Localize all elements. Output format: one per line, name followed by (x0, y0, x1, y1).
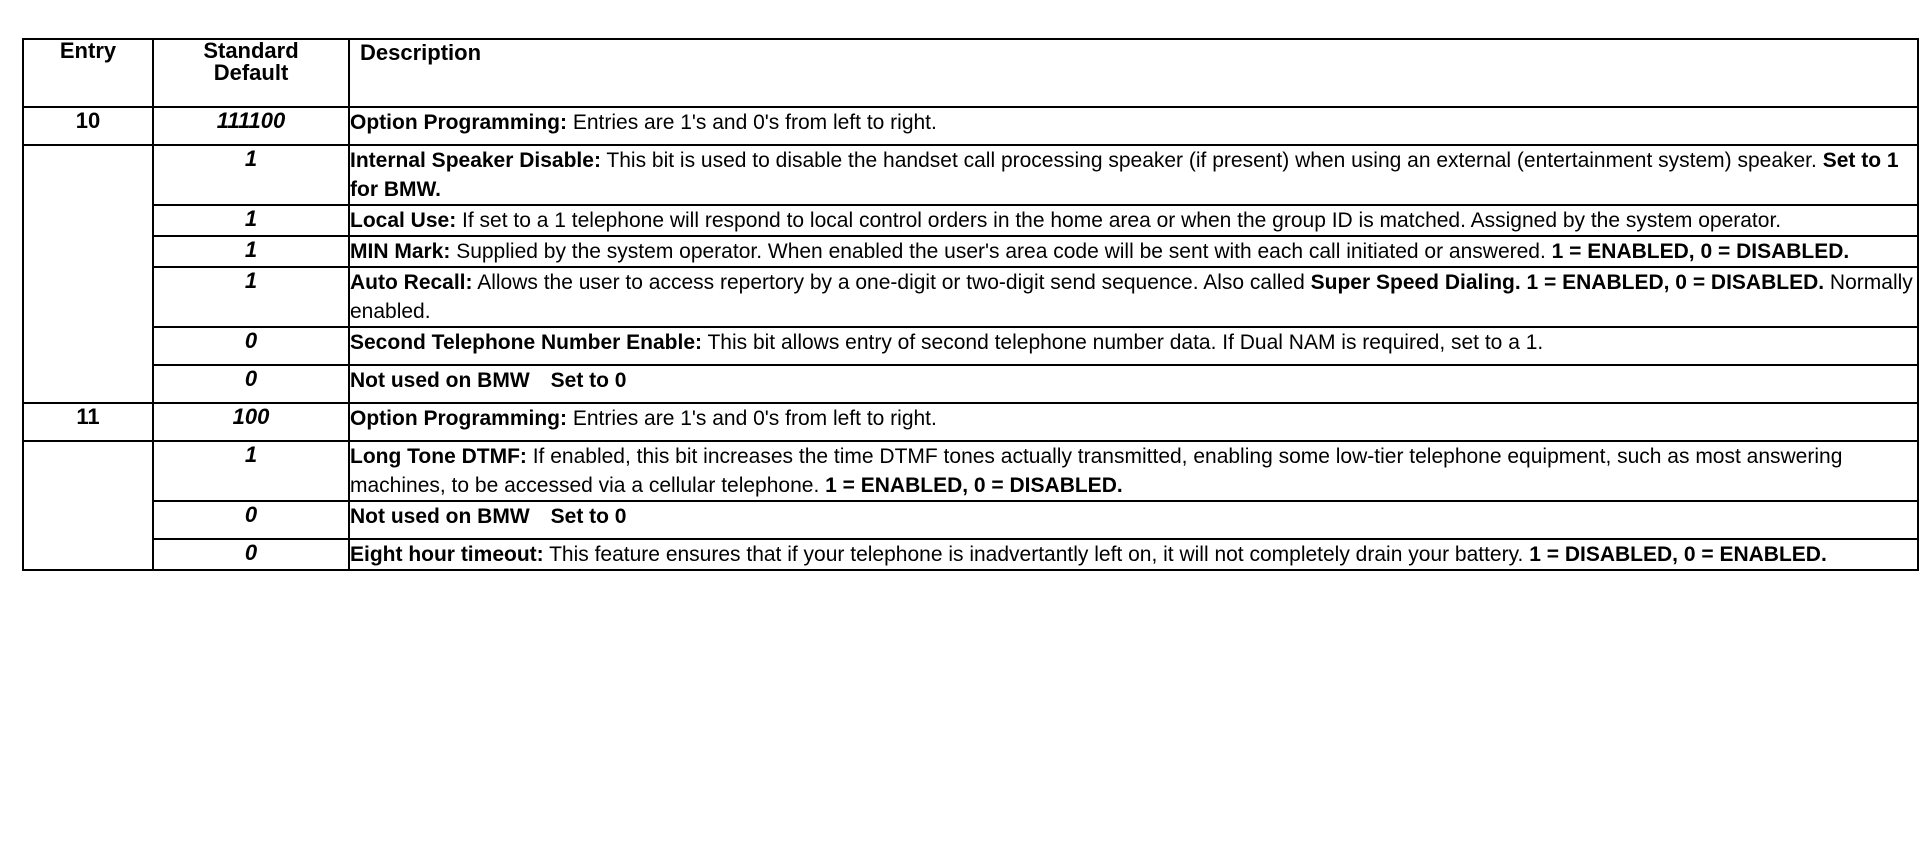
default-cell: 1 (153, 267, 349, 327)
description-cell: Internal Speaker Disable: This bit is used to disable the handset call processing speaker (if present) when using an external (entertainment system) speaker. Set to 1 for BMW. (349, 145, 1918, 205)
default-cell: 111100 (153, 107, 349, 145)
table-row (23, 205, 1918, 236)
table-row (23, 145, 1918, 205)
default-cell: 0 (153, 501, 349, 539)
default-cell: 1 (153, 441, 349, 501)
default-cell: 0 (153, 365, 349, 403)
table-row (23, 236, 1918, 267)
table-row (23, 107, 1918, 145)
header-entry: Entry (23, 39, 153, 107)
description-cell: Auto Recall: Allows the user to access repertory by a one-digit or two-digit send sequence. Also called Super Speed Dialing. 1 = ENABLED, 0 = DISABLED. Normally enabled. (349, 267, 1918, 327)
description-cell: Not used on BMW Set to 0 (349, 501, 1918, 539)
table-row (23, 327, 1918, 365)
table-row (23, 441, 1918, 501)
table-row (23, 267, 1918, 327)
table-row (23, 365, 1918, 403)
default-cell: 0 (153, 327, 349, 365)
table-row (23, 403, 1918, 441)
description-cell: Second Telephone Number Enable: This bit allows entry of second telephone number data. If Dual NAM is required, set to a 1. (349, 327, 1918, 365)
default-cell: 1 (153, 205, 349, 236)
header-row (23, 39, 1918, 107)
entry-cell-empty (23, 145, 153, 403)
header-description: Description (349, 39, 1918, 107)
entry-cell-empty (23, 441, 153, 570)
description-cell: Not used on BMW Set to 0 (349, 365, 1918, 403)
default-cell: 100 (153, 403, 349, 441)
description-cell: Option Programming: Entries are 1's and 0's from left to right. (349, 403, 1918, 441)
description-cell: Option Programming: Entries are 1's and 0's from left to right. (349, 107, 1918, 145)
entry-cell: 10 (23, 107, 153, 145)
table-row (23, 501, 1918, 539)
header-standard-default: Standard Default (153, 39, 349, 107)
description-cell: Long Tone DTMF: If enabled, this bit increases the time DTMF tones actually transmitted, enabling some low-tier telephone equipment, such as most answering machines, to be accessed via a cellular telephone. 1 = ENABLED, 0 = DISABLED. (349, 441, 1918, 501)
default-cell: 1 (153, 145, 349, 205)
description-cell: Eight hour timeout: This feature ensures that if your telephone is inadvertantly left on, it will not completely drain your battery. 1 = DISABLED, 0 = ENABLED. (349, 539, 1918, 570)
description-cell: MIN Mark: Supplied by the system operator. When enabled the user's area code will be sent with each call initiated or answered. 1 = ENABLED, 0 = DISABLED. (349, 236, 1918, 267)
table-row (23, 539, 1918, 570)
entry-cell: 11 (23, 403, 153, 441)
description-cell: Local Use: If set to a 1 telephone will respond to local control orders in the home area or when the group ID is matched. Assigned by the system operator. (349, 205, 1918, 236)
default-cell: 0 (153, 539, 349, 570)
default-cell: 1 (153, 236, 349, 267)
option-programming-table (22, 38, 1919, 571)
